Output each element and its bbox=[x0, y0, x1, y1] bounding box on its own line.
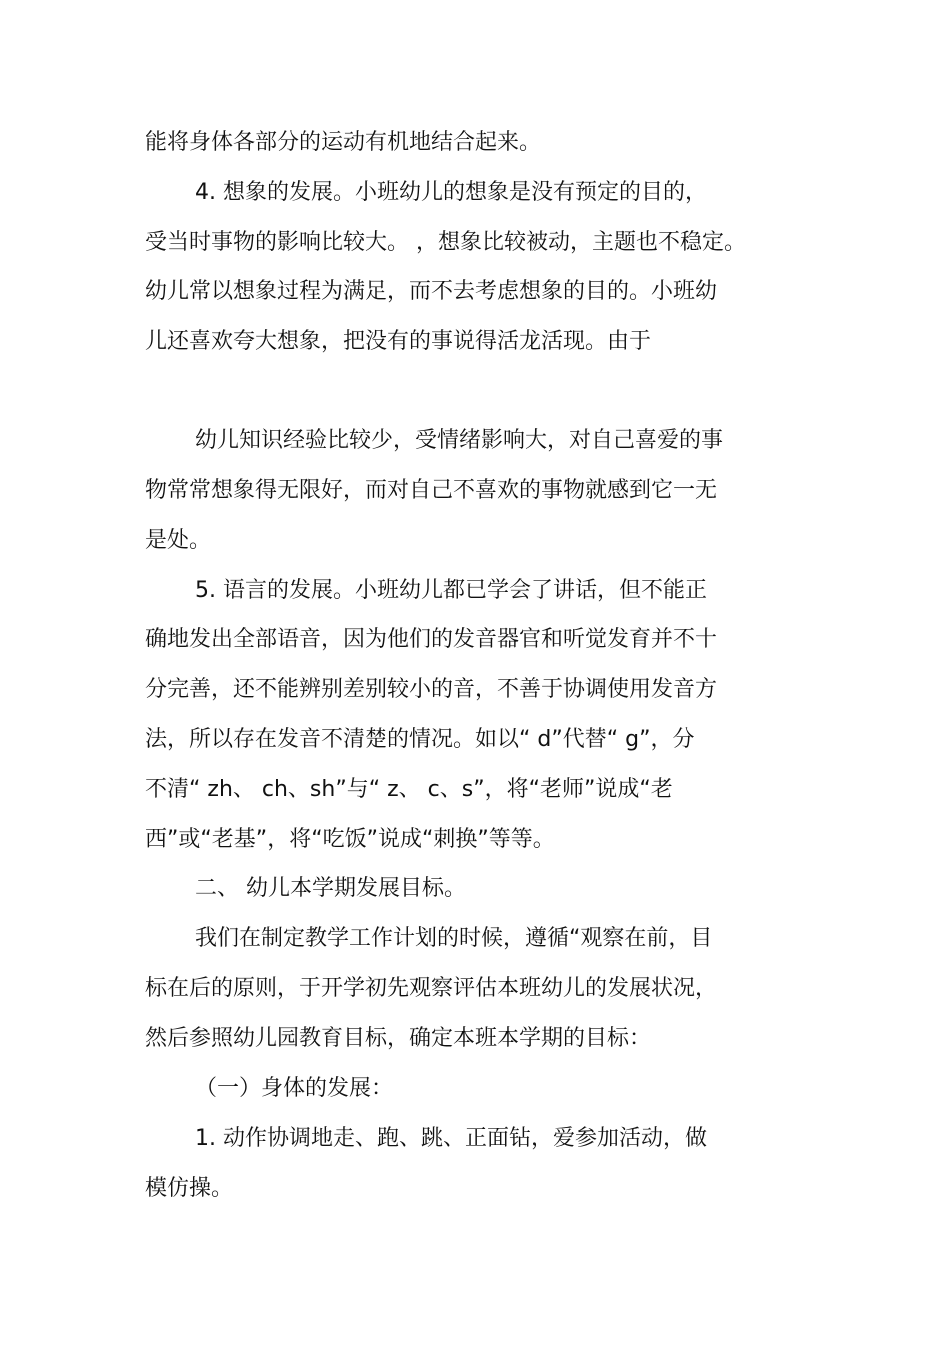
text-line: 标在后的原则，于开学初先观察评估本班幼儿的发展状况， bbox=[145, 976, 718, 1001]
text-line: 4. 想象的发展。小班幼儿的想象是没有预定的目的， bbox=[195, 180, 707, 205]
text-line: 不清“ zh、 ch、sh”与“ z、 c、s”，将“老师”说成“老 bbox=[145, 777, 673, 802]
text-line: 模仿操。 bbox=[145, 1176, 234, 1201]
text-line: 受当时事物的影响比较大。 ，想象比较被动，主题也不稳定。 bbox=[145, 230, 746, 255]
text-line: 确地发出全部语音，因为他们的发音器官和听觉发育并不十 bbox=[145, 627, 718, 652]
text-line: 我们在制定教学工作计划的时候，遵循“观察在前，目 bbox=[195, 926, 713, 951]
text-line: 1. 动作协调地走、跑、跳、正面钻，爱参加活动，做 bbox=[195, 1126, 707, 1151]
text-line: 儿还喜欢夸大想象，把没有的事说得活龙活现。由于 bbox=[145, 329, 652, 354]
text-line: 幼儿常以想象过程为满足，而不去考虑想象的目的。小班幼 bbox=[145, 279, 718, 304]
text-line: 物常常想象得无限好，而对自己不喜欢的事物就感到它一无 bbox=[145, 478, 718, 503]
text-line: 西”或“老基”，将“吃饭”说成“刺换”等等。 bbox=[145, 827, 555, 852]
section-heading: 二、 幼儿本学期发展目标。 bbox=[195, 876, 466, 901]
text-line: 是处。 bbox=[145, 528, 212, 553]
text-line: 法，所以存在发音不清楚的情况。如以“ d”代替“ g”，分 bbox=[145, 727, 695, 752]
text-line: 分完善，还不能辨别差别较小的音，不善于协调使用发音方 bbox=[145, 677, 718, 702]
text-line: 能将身体各部分的运动有机地结合起来。 bbox=[145, 130, 542, 155]
subsection-heading: （一）身体的发展： bbox=[195, 1076, 394, 1101]
text-line: 然后参照幼儿园教育目标，确定本班本学期的目标： bbox=[145, 1026, 652, 1051]
text-line: 幼儿知识经验比较少，受情绪影响大，对自己喜爱的事 bbox=[195, 428, 724, 453]
text-line: 5. 语言的发展。小班幼儿都已学会了讲话，但不能正 bbox=[195, 578, 707, 603]
